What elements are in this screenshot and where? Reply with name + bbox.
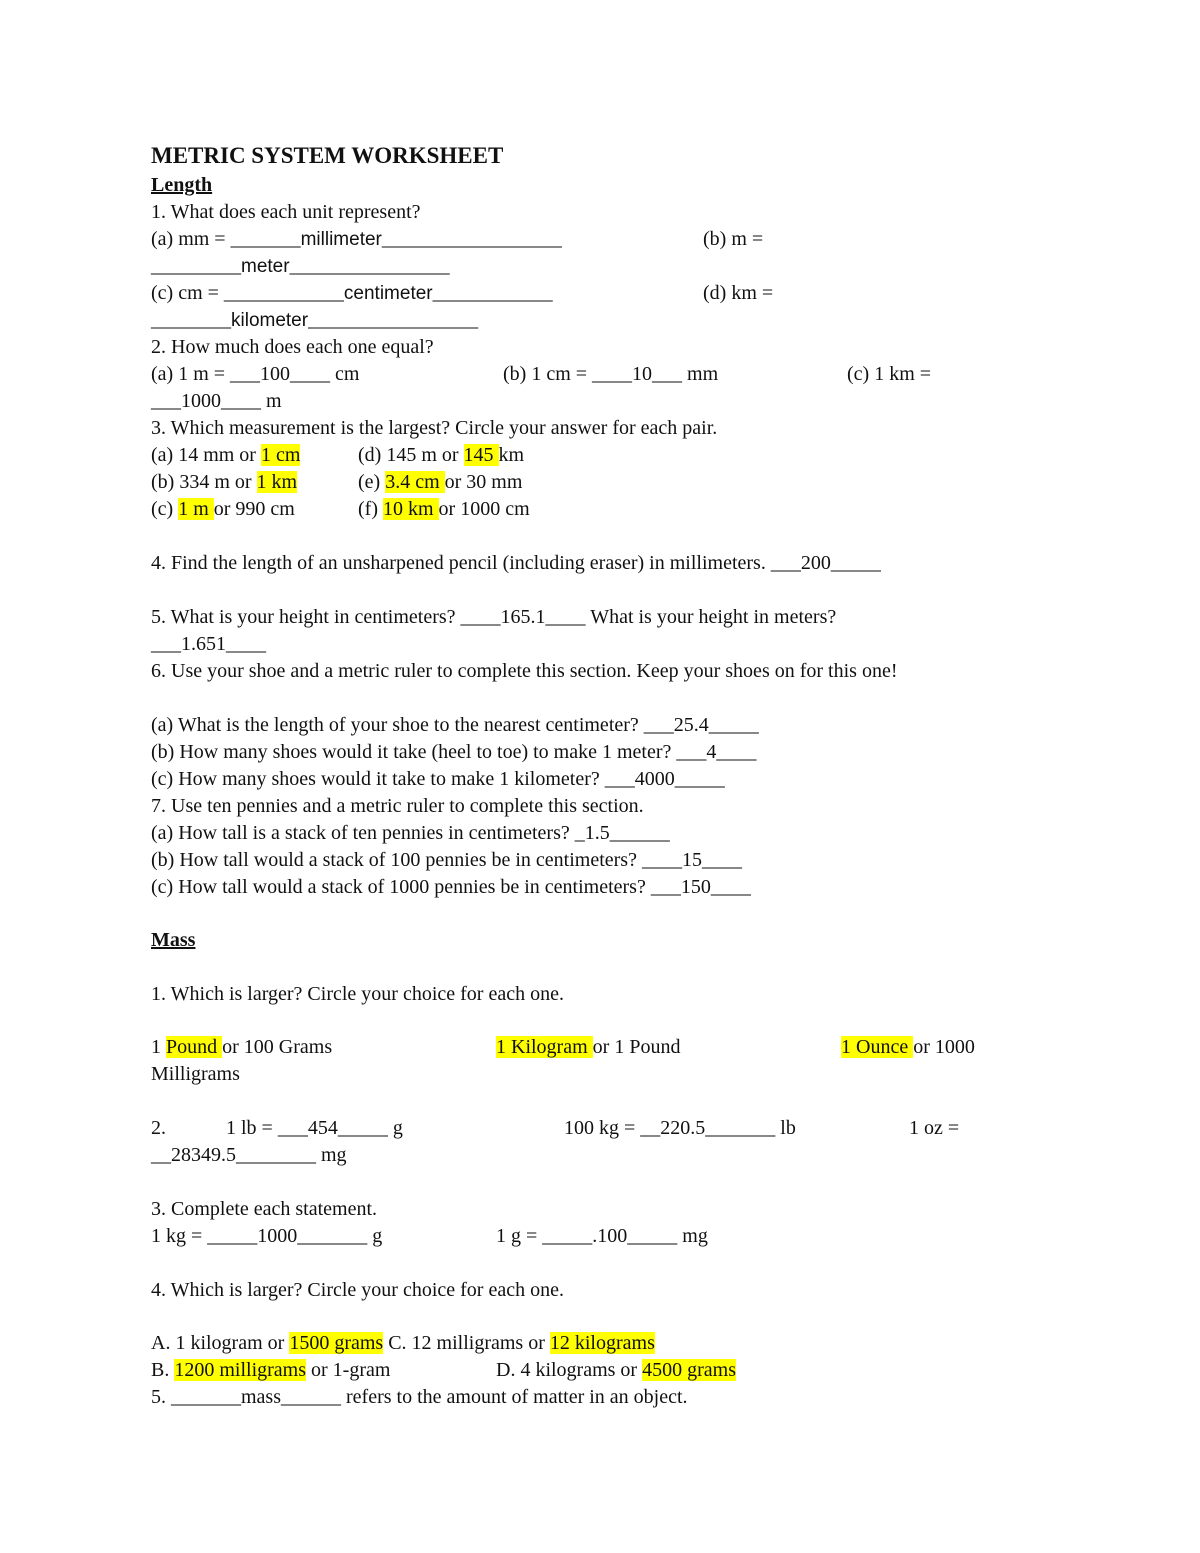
mass-pair2-answer: 1 Kilogram [496,1036,593,1058]
length-q1-d-answer: kilometer [231,310,309,331]
length-q3-f-label: (f) [358,498,383,520]
length-q3-e-other: or 30 mm [444,471,523,493]
length-q1-a-blank: __________________ [381,228,562,250]
length-q1-b-label: (b) m = [703,228,764,250]
mass-q4-row2-B [151,1357,390,1384]
length-q3-c-other: or 990 cm [213,498,295,520]
length-q2-c: (c) 1 km = [847,363,932,385]
mass-pair2-other: or 1 Pound [592,1036,681,1058]
length-q3-d [358,442,524,469]
mass-q1-pair3-cont: Milligrams [151,1063,240,1085]
mass-q2-c: 1 oz = [909,1117,960,1139]
length-q1-c-label: (c) cm = ____________ [151,282,344,304]
length-q7-prompt: 7. Use ten pennies and a metric ruler to complete this section. [151,795,644,817]
mass-q4-row2-D [496,1357,736,1384]
length-q1-c-blank: ____________ [432,282,553,304]
length-q7-c: (c) How tall would a stack of 1000 pennies be in centimeters? ___150____ [151,876,751,898]
mass-q4-B-label: B. [151,1359,175,1381]
length-q3-d-answer: 145 [463,444,499,466]
length-q1-c [151,280,553,307]
mass-q4-A-answer: 1500 grams [289,1332,384,1354]
length-q6-prompt: 6. Use your shoe and a metric ruler to complete this section. Keep your shoes on for this one! [151,660,898,682]
length-q3-f [358,496,530,523]
length-q3-c [151,496,295,523]
mass-pair1-other: or 100 Grams [222,1036,333,1058]
mass-q3-a: 1 kg = _____1000_______ g [151,1225,383,1247]
length-q3-a-label: (a) 14 mm or [151,444,261,466]
mass-q1-prompt: 1. Which is larger? Circle your choice for each one. [151,983,564,1005]
mass-pair3-other: or 1000 [913,1036,975,1058]
length-q7-a: (a) How tall is a stack of ten pennies in centimeters? _1.5______ [151,822,670,844]
mass-pair1-label: 1 [151,1036,166,1058]
length-q6-b: (b) How many shoes would it take (heel to toe) to make 1 meter? ___4____ [151,741,757,763]
length-q5-meters: ___1.651____ [151,633,266,655]
length-q3-d-label: (d) 145 m or [358,444,464,466]
length-q4: 4. Find the length of an unsharpened pencil (including eraser) in millimeters. ___200_____ [151,552,881,574]
length-q3-d-unit: km [498,444,525,466]
length-q1-d-blank-post: _________________ [308,309,479,331]
page-title: METRIC SYSTEM WORKSHEET [151,143,504,168]
length-q7-b: (b) How tall would a stack of 100 pennies be in centimeters? ____15____ [151,849,742,871]
length-q1-a [151,226,562,253]
length-q3-a-answer: 1 cm [260,444,301,466]
mass-q4-row1 [151,1330,655,1357]
section-heading-length: Length [151,174,213,196]
mass-q4-D-answer: 4500 grams [642,1359,736,1381]
length-q3-c-answer: 1 m [178,498,214,520]
length-q3-e-label: (e) [358,471,386,493]
mass-q3-prompt: 3. Complete each statement. [151,1198,378,1220]
length-q1-d-label: (d) km = [703,282,774,304]
length-q3-b-label: (b) 334 m or [151,471,257,493]
length-q6-a: (a) What is the length of your shoe to the nearest centimeter? ___25.4_____ [151,714,759,736]
mass-q4-D-label: D. 4 kilograms or [496,1359,643,1381]
length-q1-a-label: (a) mm = _______ [151,228,301,250]
mass-pair1-answer: Pound [166,1036,223,1058]
length-q3-b-answer: 1 km [256,471,298,493]
mass-q1-pair1 [151,1034,332,1061]
mass-q1-pair3 [841,1034,975,1061]
length-q3-e [358,469,522,496]
mass-pair3-answer: 1 Ounce [841,1036,914,1058]
length-q3-prompt: 3. Which measurement is the largest? Circle your answer for each pair. [151,417,718,439]
length-q1-c-answer: centimeter [343,283,433,304]
length-q3-b [151,469,297,496]
mass-q1-pair2 [496,1034,680,1061]
mass-q4-A-label: A. 1 kilogram or [151,1332,290,1354]
length-q1-prompt: 1. What does each unit represent? [151,201,421,223]
mass-q4-B-other: or 1-gram [306,1359,391,1381]
length-q1-b-blank-post: ________________ [289,255,450,277]
length-q3-c-label: (c) [151,498,179,520]
mass-q2-c-answer: __28349.5________ mg [151,1144,347,1166]
length-q1-b [151,253,450,280]
mass-q4-C-label: C. 12 milligrams or [383,1332,550,1354]
mass-q2-number: 2. [151,1117,166,1139]
section-heading-mass: Mass [151,929,196,951]
length-q3-f-other: or 1000 cm [438,498,530,520]
mass-q4-prompt: 4. Which is larger? Circle your choice for each one. [151,1279,564,1301]
mass-q2-b: 100 kg = __220.5_______ lb [564,1117,796,1139]
length-q1-b-blank-pre: _________ [151,255,241,277]
mass-q5: 5. _______mass______ refers to the amount of matter in an object. [151,1386,688,1408]
length-q3-e-answer: 3.4 cm [385,471,445,493]
length-q2-a: (a) 1 m = ___100____ cm [151,363,360,385]
length-q1-a-answer: millimeter [300,229,382,250]
length-q2-b: (b) 1 cm = ____10___ mm [503,363,719,385]
length-q1-b-answer: meter [241,256,290,277]
mass-q3-b: 1 g = _____.100_____ mg [496,1225,708,1247]
length-q5: 5. What is your height in centimeters? ____165.1____ What is your height in meters? [151,606,837,628]
length-q2-prompt: 2. How much does each one equal? [151,336,434,358]
mass-q2-a: 1 lb = ___454_____ g [226,1117,403,1139]
mass-q4-C-answer: 12 kilograms [549,1332,655,1354]
length-q1-d [151,307,478,334]
mass-q4-B-answer: 1200 milligrams [174,1359,307,1381]
length-q2-c-answer: ___1000____ m [151,390,282,412]
length-q6-c: (c) How many shoes would it take to make 1 kilometer? ___4000_____ [151,768,725,790]
length-q3-f-answer: 10 km [382,498,439,520]
length-q1-d-blank-pre: ________ [151,309,231,331]
length-q3-a [151,442,300,469]
